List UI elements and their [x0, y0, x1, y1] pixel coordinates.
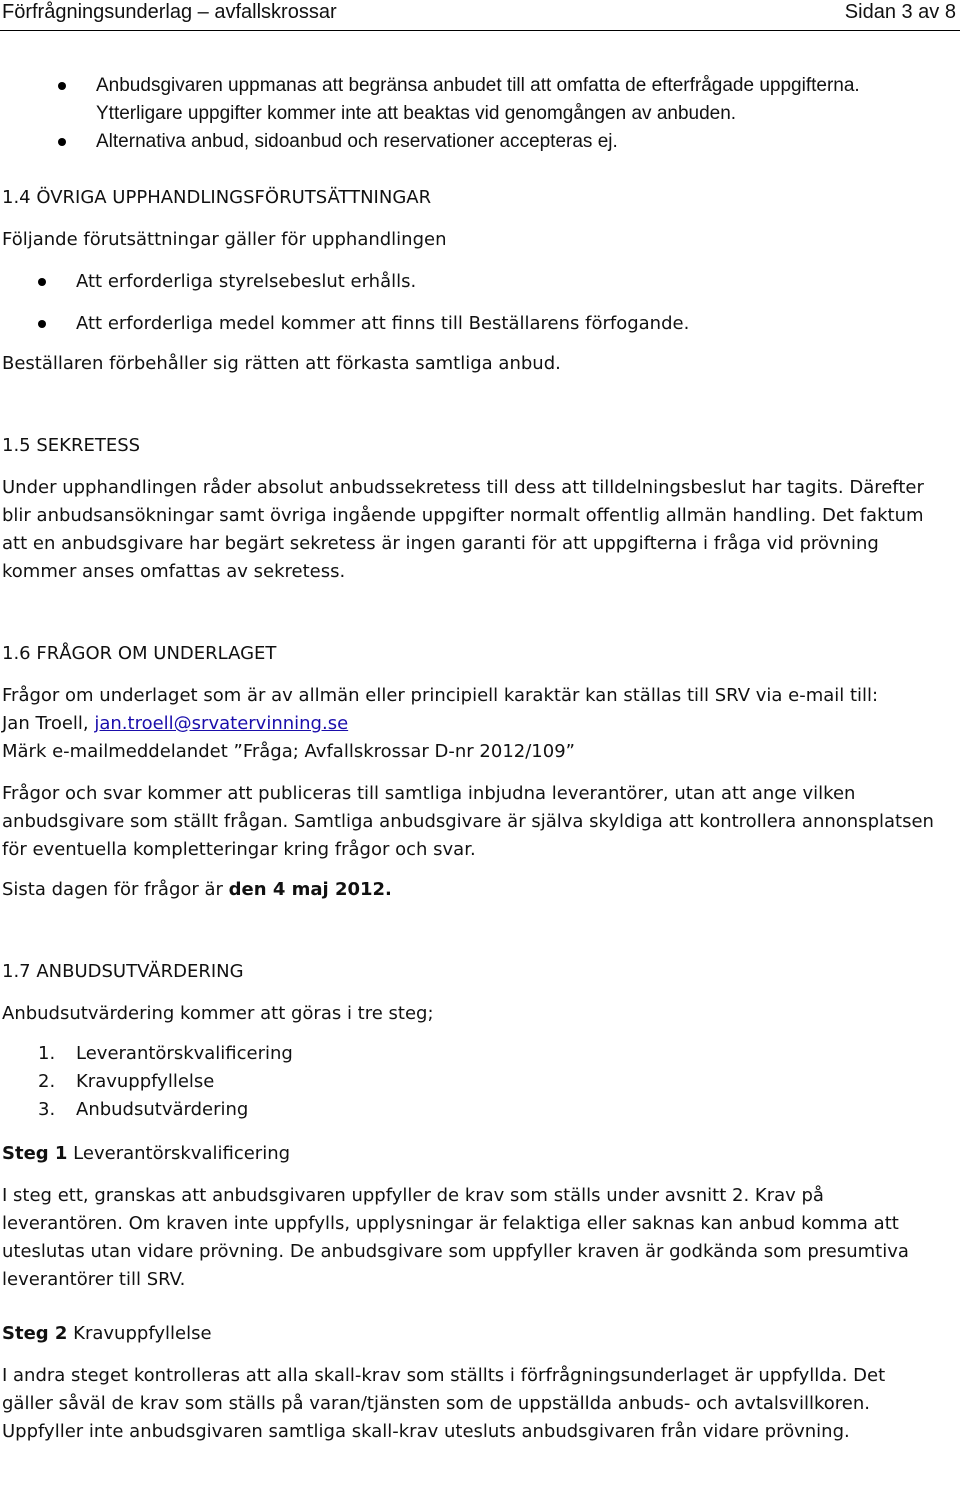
section-1-4-bullets [0, 268, 940, 338]
list-item [0, 1096, 940, 1124]
section-1-7-intro: Anbudsutvärdering kommer att göras i tre steg; [2, 1003, 434, 1024]
list-item [0, 1040, 940, 1068]
step-1-name: Leverantörskvalificering [67, 1143, 291, 1164]
mark-instruction: Märk e-mailmeddelandet ”Fråga; Avfallskrossar D-nr 2012/109” [2, 741, 575, 762]
list-item-number: 2. [38, 1071, 56, 1092]
step-2-name: Kravuppfyllelse [67, 1323, 212, 1344]
list-item-text: Att erforderliga medel kommer att finns till Beställarens förfogande. [76, 313, 690, 334]
section-1-6-contact [0, 682, 940, 766]
contact-line: Frågor om underlaget som är av allmän eller principiell karaktär kan ställas till SRV via e-mail till: [2, 685, 879, 706]
bullet-icon [58, 82, 66, 90]
section-heading-1-7: 1.7 ANBUDSUTVÄRDERING [2, 961, 244, 982]
list-item-text: Anbudsutvärdering [76, 1099, 249, 1120]
section-heading-1-4: 1.4 ÖVRIGA UPPHANDLINGSFÖRUTSÄTTNINGAR [2, 187, 432, 208]
list-item-number: 3. [38, 1099, 56, 1120]
section-1-4-outro: Beställaren förbehåller sig rätten att förkasta samtliga anbud. [2, 353, 561, 374]
bullet-icon [58, 138, 66, 146]
contact-name: Jan Troell, [2, 713, 95, 734]
deadline-prefix: Sista dagen för frågor är [2, 879, 229, 900]
section-heading-1-6: 1.6 FRÅGOR OM UNDERLAGET [2, 643, 277, 664]
bullet-icon [38, 320, 46, 328]
list-item [0, 268, 940, 296]
list-item-text: Leverantörskvalificering [76, 1043, 293, 1064]
evaluation-steps-list [0, 1040, 940, 1124]
section-heading-1-5: 1.5 SEKRETESS [2, 435, 141, 456]
step-1-title [0, 1140, 940, 1168]
list-item [0, 1068, 940, 1096]
document-title: Förfrågningsunderlag – avfallskrossar [2, 1, 337, 23]
list-item-text: Kravuppfyllelse [76, 1071, 215, 1092]
bullet-icon [38, 278, 46, 286]
step-1-label: Steg 1 [2, 1143, 68, 1164]
step-2-label: Steg 2 [2, 1323, 68, 1344]
list-item [0, 310, 940, 338]
email-link[interactable]: jan.troell@srvatervinning.se [94, 713, 349, 734]
document-body [0, 72, 940, 1446]
step-1-body: I steg ett, granskas att anbudsgivaren uppfyller de krav som ställs under avsnitt 2. Krav på leverantören. Om kraven inte uppfylls, upplysningar är felaktiga eller saknas kan anbud komma att uteslutas utan vidare prövning. De anbudsgivare som uppfyller kraven är godkända som presumtiva leverantörer till SRV. [2, 1185, 909, 1290]
section-1-4-intro: Följande förutsättningar gäller för upphandlingen [2, 229, 447, 250]
list-item-text: Alternativa anbud, sidoanbud och reservationer accepteras ej. [96, 131, 618, 152]
section-1-6-publish: Frågor och svar kommer att publiceras till samtliga inbjudna leverantörer, utan att ange vilken anbudsgivare som ställt frågan. Samtliga anbudsgivare är själva skyldiga att kontrollera annonsplatsen för eventuella kompletteringar kring frågor och svar. [2, 783, 934, 860]
list-item-number: 1. [38, 1043, 56, 1064]
section-1-5-body: Under upphandlingen råder absolut anbudssekretess till dess att tilldelningsbeslut har tagits. Därefter blir anbudsansökningar samt övriga ingående uppgifter normalt offentlig allmän handling. Det faktum att en anbudsgivare har begärt sekretess är ingen garanti för att uppgifterna i fråga vid prövning kommer anses omfattas av sekretess. [2, 477, 924, 582]
list-item-text: Anbudsgivaren uppmanas att begränsa anbudet till att omfatta de efterfrågade uppgifterna. Ytterligare uppgifter kommer inte att beaktas vid genomgången av anbuden. [96, 75, 860, 124]
step-2-title [0, 1320, 940, 1348]
page-number: Sidan 3 av 8 [844, 1, 956, 23]
page-header [0, 0, 960, 26]
section-1-6-deadline [0, 876, 940, 904]
list-item [0, 72, 940, 128]
step-2-body: I andra steget kontrolleras att alla skall-krav som ställts i förfrågningsunderlaget är uppfyllda. Det gäller såväl de krav som ställs på varan/tjänsten som de uppställda anbuds- och avtalsvillkoren. Uppfyller inte anbudsgivaren samtliga skall-krav utesluts anbudsgivaren från vidare prövning. [2, 1365, 886, 1442]
list-item [0, 128, 940, 156]
header-divider [0, 30, 960, 31]
intro-bullet-list [0, 72, 940, 156]
list-item-text: Att erforderliga styrelsebeslut erhålls. [76, 271, 417, 292]
deadline-date: den 4 maj 2012. [228, 879, 392, 900]
